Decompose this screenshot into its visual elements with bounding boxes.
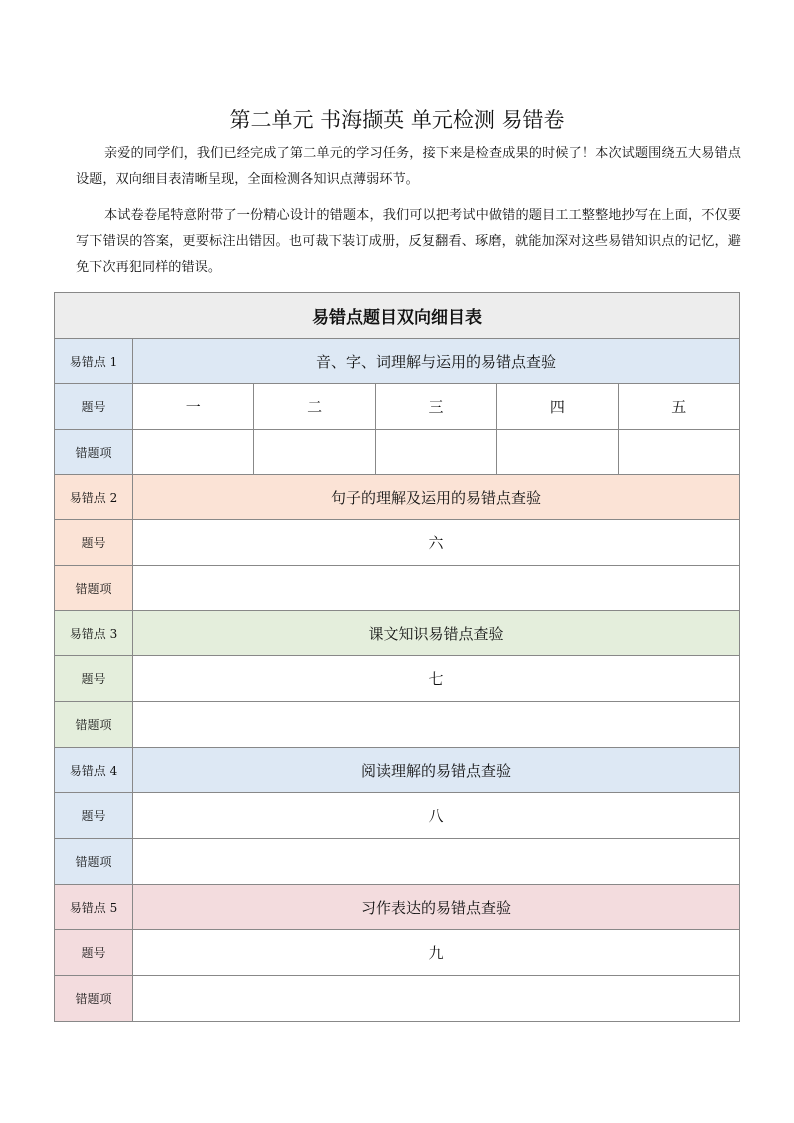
wrong-items-cell[interactable] xyxy=(375,430,496,475)
section-4-number-row xyxy=(55,793,740,839)
wrong-items-cell[interactable] xyxy=(618,430,739,475)
question-number-cell: 二 xyxy=(254,384,375,430)
wrong-items-label: 错题项 xyxy=(55,566,133,611)
wrong-items-label: 错题项 xyxy=(55,839,133,885)
wrong-items-cell[interactable] xyxy=(133,976,740,1022)
wrong-items-label: 错题项 xyxy=(55,976,133,1022)
question-number-label: 题号 xyxy=(55,384,133,430)
section-3-number-row xyxy=(55,656,740,702)
intro-paragraph-1: 亲爱的同学们，我们已经完成了第二单元的学习任务，接下来是检查成果的时候了！本次试题围绕五大易错点设题，双向细目表清晰呈现，全面检测各知识点薄弱环节。 xyxy=(76,146,741,187)
wrong-items-cell[interactable] xyxy=(133,839,740,885)
error-point-category: 句子的理解及运用的易错点查验 xyxy=(133,475,740,520)
page-title: 第二单元 书海撷英 单元检测 易错卷 xyxy=(229,108,565,132)
error-point-label: 易错点 4 xyxy=(55,748,133,793)
section-1-wrong-row xyxy=(55,430,740,475)
wrong-items-cell[interactable] xyxy=(133,702,740,748)
error-point-category: 习作表达的易错点查验 xyxy=(133,885,740,930)
question-number-label: 题号 xyxy=(55,656,133,702)
wrong-items-cell[interactable] xyxy=(133,430,254,475)
error-point-label: 易错点 5 xyxy=(55,885,133,930)
question-number-cell: 八 xyxy=(133,793,740,839)
error-point-category: 课文知识易错点查验 xyxy=(133,611,740,656)
section-5-number-row xyxy=(55,930,740,976)
section-1-category-row xyxy=(55,339,740,384)
wrong-items-label: 错题项 xyxy=(55,702,133,748)
question-number-cell: 九 xyxy=(133,930,740,976)
section-3-category-row xyxy=(55,611,740,656)
question-number-cell: 七 xyxy=(133,656,740,702)
error-point-category: 阅读理解的易错点查验 xyxy=(133,748,740,793)
question-number-cell: 四 xyxy=(497,384,618,430)
section-4-wrong-row xyxy=(55,839,740,885)
question-number-label: 题号 xyxy=(55,793,133,839)
question-number-cell: 六 xyxy=(133,520,740,566)
section-5-wrong-row xyxy=(55,976,740,1022)
question-number-cell: 五 xyxy=(618,384,739,430)
question-number-label: 题号 xyxy=(55,520,133,566)
section-2-category-row xyxy=(55,475,740,520)
section-2-number-row xyxy=(55,520,740,566)
section-1-number-row xyxy=(55,384,740,430)
error-points-table xyxy=(54,292,740,1022)
question-number-cell: 一 xyxy=(133,384,254,430)
error-point-label: 易错点 2 xyxy=(55,475,133,520)
wrong-items-cell[interactable] xyxy=(497,430,618,475)
wrong-items-label: 错题项 xyxy=(55,430,133,475)
section-2-wrong-row xyxy=(55,566,740,611)
table-heading: 易错点题目双向细目表 xyxy=(55,293,740,339)
wrong-items-cell[interactable] xyxy=(254,430,375,475)
section-5-category-row xyxy=(55,885,740,930)
section-4-category-row xyxy=(55,748,740,793)
section-3-wrong-row xyxy=(55,702,740,748)
error-point-category: 音、字、词理解与运用的易错点查验 xyxy=(133,339,740,384)
wrong-items-cell[interactable] xyxy=(133,566,740,611)
intro-paragraph-2: 本试卷卷尾特意附带了一份精心设计的错题本，我们可以把考试中做错的题目工工整整地抄写在上面，不仅要写下错误的答案，更要标注出错因。也可裁下装订成册，反复翻看、琢磨，就能加深对这些易错知识点的记忆，避免下次再犯同样的错误。 xyxy=(76,208,741,275)
error-point-label: 易错点 1 xyxy=(55,339,133,384)
error-point-label: 易错点 3 xyxy=(55,611,133,656)
question-number-cell: 三 xyxy=(375,384,496,430)
question-number-label: 题号 xyxy=(55,930,133,976)
